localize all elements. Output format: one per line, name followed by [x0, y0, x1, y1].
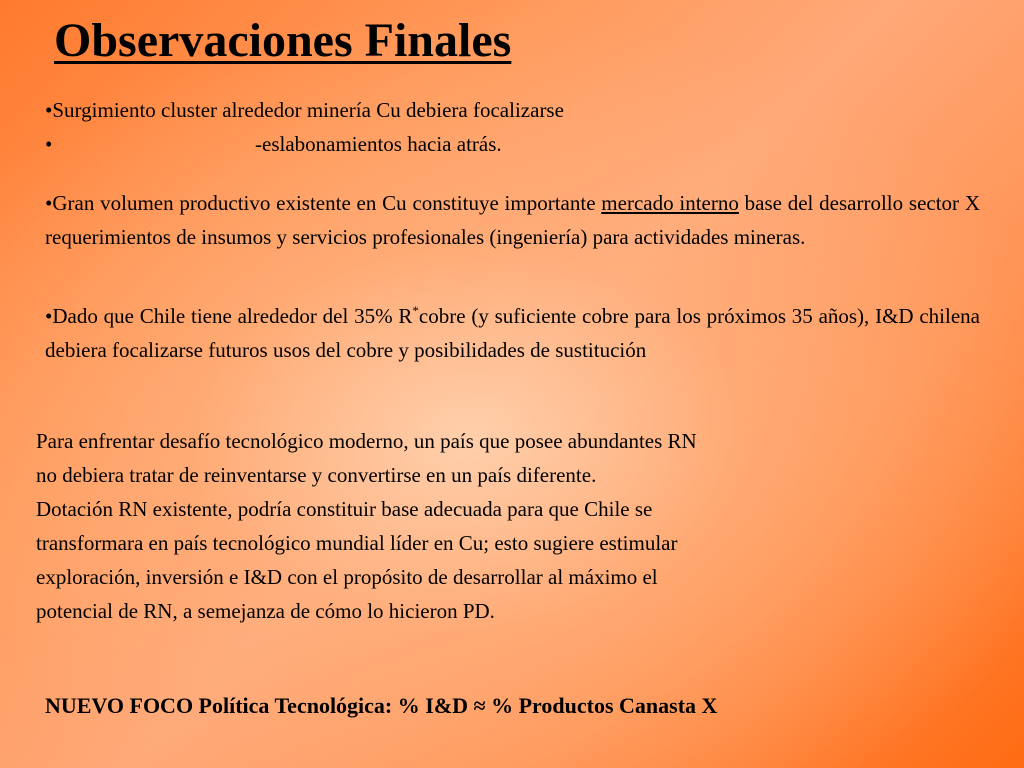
paragraph-line: Para enfrentar desafío tecnológico moderno, un país que posee abundantes RN [36, 429, 697, 453]
slide-title: Observaciones Finales [54, 14, 512, 67]
paragraph-line: exploración, inversión e I&D con el propósito de desarrollar al máximo el [36, 565, 658, 589]
bullet-2-start: •Gran volumen productivo existente en Cu constituye importante [45, 191, 602, 215]
bullet-2-underlined: mercado interno [601, 191, 739, 215]
bullet-2 [45, 187, 980, 254]
bullet-3-superscript: * [412, 303, 419, 318]
paragraph-line: no debiera tratar de reinventarse y convertirse en un país diferente. [36, 463, 597, 487]
bullet-3-end: cobre (y suficiente cobre para los próximos 35 años), I&D chilena debiera focalizarse futuros usos del cobre y posibilidades de sustitución [45, 304, 980, 362]
body-paragraph [36, 424, 976, 628]
bullet-1-marker-2: • [45, 132, 53, 156]
bullet-2-end: base del desarrollo sector X requerimientos de insumos y servicios profesionales (ingeniería) para actividades mineras. [45, 191, 981, 249]
paragraph-line: Dotación RN existente, podría constituir base adecuada para que Chile se [36, 497, 653, 521]
bullet-1-line-1: •Surgimiento cluster alrededor minería Cu debiera focalizarse [45, 98, 564, 122]
bullet-1-line-2: -eslabonamientos hacia atrás. [255, 132, 502, 156]
paragraph-line: potencial de RN, a semejanza de cómo lo hicieron PD. [36, 599, 495, 623]
bullet-3-start: •Dado que Chile tiene alrededor del 35% R [45, 304, 413, 328]
focus-statement: NUEVO FOCO Política Tecnológica: % I&D ≈ % Productos Canasta X [45, 693, 718, 718]
bullet-3 [45, 294, 980, 367]
paragraph-line: transformara en país tecnológico mundial líder en Cu; esto sugiere estimular [36, 531, 678, 555]
